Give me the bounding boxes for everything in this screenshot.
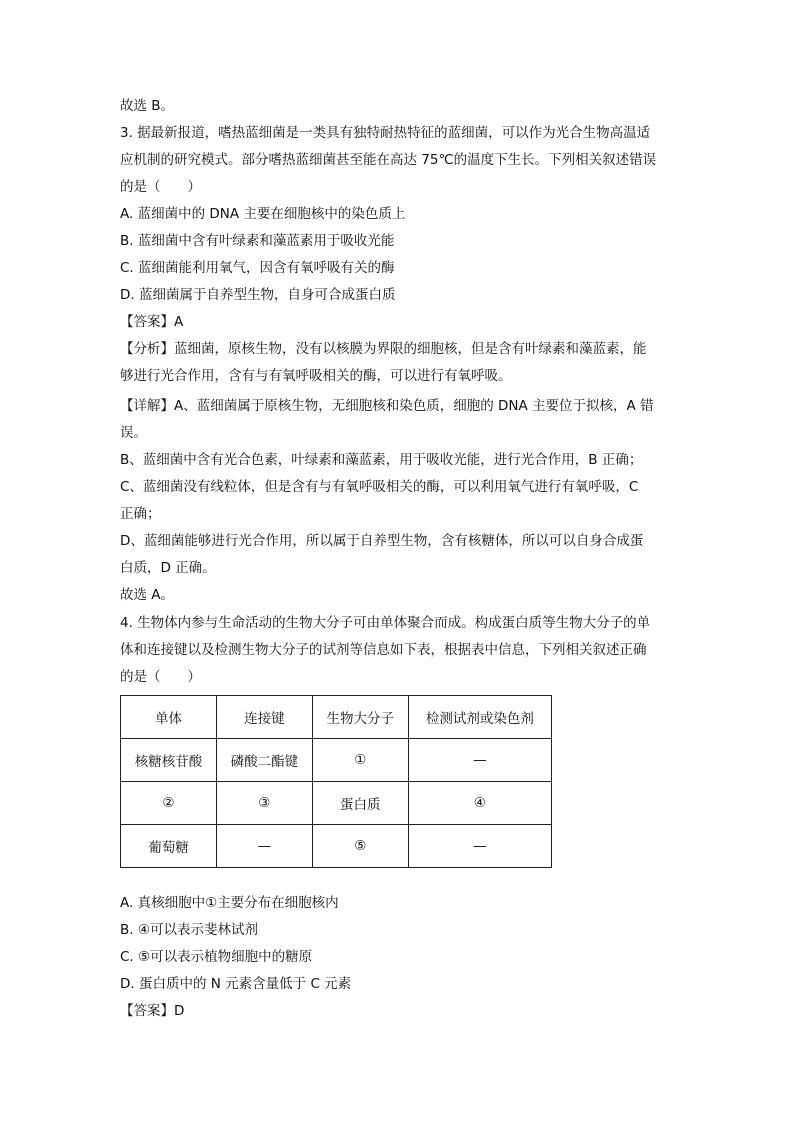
- text-line: D、蓝细菌能够进行光合作用，所以属于自养型生物，含有核糖体，所以可以自身合成蛋: [120, 533, 644, 549]
- text-line: 应机制的研究模式。部分嗜热蓝细菌甚至能在高达 75℃的温度下生长。下列相关叙述错误: [120, 152, 657, 168]
- option-a: A. 蓝细菌中的 DNA 主要在细胞核中的染色质上: [120, 206, 406, 222]
- info-table: [120, 695, 552, 868]
- table-header: 连接键: [216, 696, 312, 739]
- explanation: 【详解】A、蓝细菌属于原核生物，无细胞核和染色质，细胞的 DNA 主要位于拟核，A 错: [120, 398, 654, 414]
- option-d: D. 蛋白质中的 N 元素含量低于 C 元素: [120, 976, 352, 992]
- table-cell: 蛋白质: [312, 782, 408, 825]
- answer: 【答案】A: [120, 314, 184, 330]
- option-b: B. 蓝细菌中含有叶绿素和藻蓝素用于吸收光能: [120, 233, 395, 249]
- table-cell: ②: [121, 782, 217, 825]
- option-a: A. 真核细胞中①主要分布在细胞核内: [120, 895, 339, 911]
- table-cell: 核糖核苷酸: [121, 739, 217, 782]
- table-header: 生物大分子: [312, 696, 408, 739]
- table-cell: 葡萄糖: [121, 825, 217, 868]
- table-header: 单体: [121, 696, 217, 739]
- text-line: C、蓝细菌没有线粒体，但是含有与有氧呼吸相关的酶，可以利用氧气进行有氧呼吸，C: [120, 479, 639, 495]
- text-line: 的是（ ）: [120, 669, 201, 685]
- text-line: 故选 A。: [120, 587, 175, 603]
- text-line: 故选 B。: [120, 98, 175, 114]
- table-row: [121, 782, 552, 825]
- table-cell: —: [408, 825, 551, 868]
- text-line: 的是（ ）: [120, 179, 201, 195]
- text-line: 白质，D 正确。: [120, 560, 216, 576]
- table-cell: 磷酸二酯键: [216, 739, 312, 782]
- table-cell: ⑤: [312, 825, 408, 868]
- text-line: B、蓝细菌中含有光合色素，叶绿素和藻蓝素，用于吸收光能，进行光合作用，B 正确；: [120, 452, 643, 468]
- option-d: D. 蓝细菌属于自养型生物，自身可合成蛋白质: [120, 287, 396, 303]
- option-b: B. ④可以表示斐林试剂: [120, 922, 258, 938]
- answer: 【答案】D: [120, 1003, 185, 1019]
- question-3-stem: 3. 据最新报道，嗜热蓝细菌是一类具有独特耐热特征的蓝细菌，可以作为光合生物高温适: [120, 125, 651, 141]
- table-cell: ①: [312, 739, 408, 782]
- table-header: 检测试剂或染色剂: [408, 696, 551, 739]
- table-cell: —: [408, 739, 551, 782]
- question-4-stem: 4. 生物体内参与生命活动的生物大分子可由单体聚合而成。构成蛋白质等生物大分子的单: [120, 615, 651, 631]
- analysis: 【分析】蓝细菌，原核生物，没有以核膜为界限的细胞核，但是含有叶绿素和藻蓝素，能: [120, 341, 647, 357]
- table-header-row: [121, 696, 552, 739]
- text-line: 正确；: [120, 506, 161, 522]
- text-line: 误。: [120, 425, 147, 441]
- table-row: [121, 825, 552, 868]
- option-c: C. 蓝细菌能利用氧气，因含有氧呼吸有关的酶: [120, 260, 395, 276]
- table-cell: —: [216, 825, 312, 868]
- text-line: 体和连接键以及检测生物大分子的试剂等信息如下表，根据表中信息，下列相关叙述正确: [120, 642, 647, 658]
- table-row: [121, 739, 552, 782]
- option-c: C. ⑤可以表示植物细胞中的糖原: [120, 949, 313, 965]
- table-cell: ③: [216, 782, 312, 825]
- text-line: 够进行光合作用，含有与有氧呼吸相关的酶，可以进行有氧呼吸。: [120, 368, 512, 384]
- table-cell: ④: [408, 782, 551, 825]
